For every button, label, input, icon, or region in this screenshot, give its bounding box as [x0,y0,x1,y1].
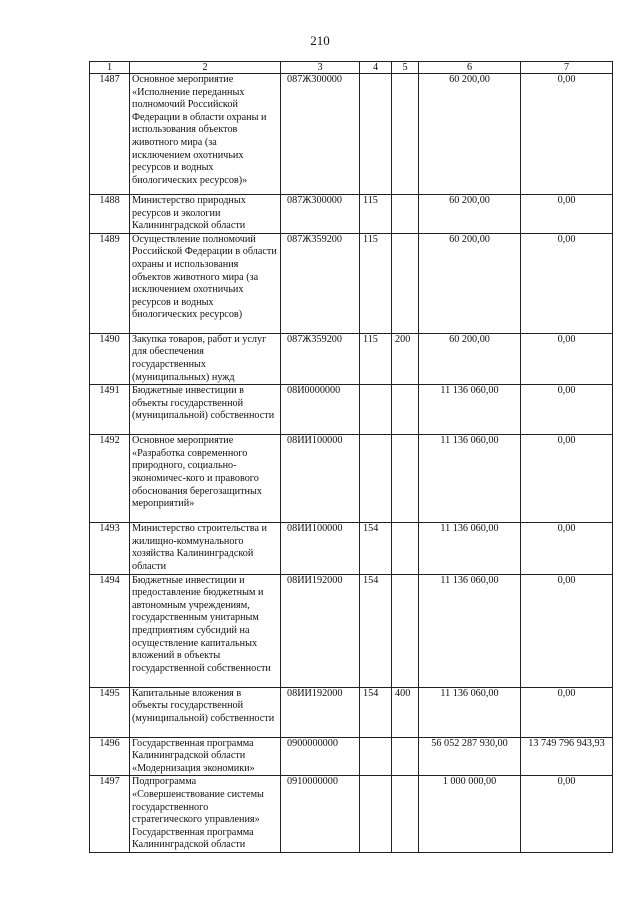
row-code: 087Ж300000 [281,74,360,195]
row-col5: 400 [392,687,419,737]
row-name: Капитальные вложения в объекты государственной (муниципальной) собственности [130,687,281,737]
row-col4: 154 [360,523,392,574]
row-amount-1: 11 136 060,00 [419,385,521,435]
row-col5 [392,74,419,195]
row-code: 087Ж359200 [281,333,360,384]
row-number: 1490 [90,333,130,384]
row-name: Закупка товаров, работ и услуг для обеспечения государственных (муниципальных) нужд [130,333,281,384]
table-row [90,737,613,776]
row-col4: 115 [360,333,392,384]
row-col5 [392,195,419,234]
row-col4 [360,435,392,523]
table-row [90,195,613,234]
row-col4: 154 [360,687,392,737]
row-amount-2: 0,00 [521,385,613,435]
row-amount-1: 1 000 000,00 [419,776,521,853]
row-code: 087Ж359200 [281,233,360,333]
row-name: Государственная программа Калининградской области «Модернизация экономики» [130,737,281,776]
row-col5 [392,523,419,574]
column-number: 3 [281,62,360,74]
row-code: 08ИИ100000 [281,523,360,574]
table-row [90,74,613,195]
row-name: Подпрограмма «Совершенствование системы государственного стратегического управления» Государственная программа Калининградской области [130,776,281,853]
row-number: 1493 [90,523,130,574]
budget-table [89,61,613,853]
row-number: 1495 [90,687,130,737]
table-row [90,435,613,523]
row-name: Осуществление полномочий Российской Федерации в области охраны и использования объектов животного мира (за исключением охотничьих ресурсов и водных биологических ресурсов) [130,233,281,333]
row-amount-1: 11 136 060,00 [419,435,521,523]
row-number: 1488 [90,195,130,234]
row-code: 0900000000 [281,737,360,776]
row-number: 1492 [90,435,130,523]
row-amount-2: 0,00 [521,435,613,523]
row-amount-2: 0,00 [521,233,613,333]
row-amount-2: 0,00 [521,195,613,234]
row-code: 08И0000000 [281,385,360,435]
row-col4: 115 [360,195,392,234]
row-code: 08ИИ100000 [281,435,360,523]
row-name: Министерство строительства и жилищно-коммунального хозяйства Калининградской области [130,523,281,574]
row-amount-1: 56 052 287 930,00 [419,737,521,776]
row-col5 [392,574,419,687]
row-amount-2: 0,00 [521,776,613,853]
row-number: 1491 [90,385,130,435]
row-amount-1: 60 200,00 [419,333,521,384]
row-col4 [360,74,392,195]
row-name: Министерство природных ресурсов и экологии Калининградской области [130,195,281,234]
row-amount-2: 0,00 [521,574,613,687]
row-col4 [360,385,392,435]
row-amount-1: 11 136 060,00 [419,687,521,737]
row-name: Основное мероприятие «Исполнение переданных полномочий Российской Федерации в области охраны и использования объектов животного мира (за исключением охотничьих ресурсов и водных биологических ресурсов)» [130,74,281,195]
row-name: Бюджетные инвестиции и предоставление бюджетным и автономным учреждениям, государственным унитарным предприятиям субсидий на осуществление капитальных вложений в объекты государственной собственности [130,574,281,687]
table-row [90,333,613,384]
page-number: 210 [310,33,330,48]
row-code: 08ИИ192000 [281,687,360,737]
row-number: 1487 [90,74,130,195]
row-amount-2: 0,00 [521,523,613,574]
row-amount-2: 0,00 [521,333,613,384]
row-col4: 115 [360,233,392,333]
row-code: 08ИИ192000 [281,574,360,687]
row-code: 0910000000 [281,776,360,853]
row-col5: 200 [392,333,419,384]
column-number: 1 [90,62,130,74]
row-amount-1: 60 200,00 [419,195,521,234]
row-number: 1497 [90,776,130,853]
row-amount-1: 11 136 060,00 [419,523,521,574]
row-name: Основное мероприятие «Разработка современного природного, социально-экономичес-кого и правового обоснования берегозащитных мероприятий» [130,435,281,523]
row-col5 [392,776,419,853]
row-amount-1: 60 200,00 [419,74,521,195]
row-col4 [360,737,392,776]
column-number-row [90,62,613,74]
row-amount-2: 0,00 [521,687,613,737]
column-number: 6 [419,62,521,74]
column-number: 5 [392,62,419,74]
table-row [90,574,613,687]
row-amount-2: 0,00 [521,74,613,195]
row-col4: 154 [360,574,392,687]
row-col5 [392,233,419,333]
row-number: 1489 [90,233,130,333]
column-number: 2 [130,62,281,74]
row-number: 1494 [90,574,130,687]
column-number: 4 [360,62,392,74]
table-row [90,776,613,853]
row-col4 [360,776,392,853]
row-amount-2: 13 749 796 943,93 [521,737,613,776]
row-amount-1: 60 200,00 [419,233,521,333]
table-row [90,233,613,333]
row-amount-1: 11 136 060,00 [419,574,521,687]
row-name: Бюджетные инвестиции в объекты государственной (муниципальной) собственности [130,385,281,435]
row-col5 [392,737,419,776]
row-col5 [392,385,419,435]
row-code: 087Ж300000 [281,195,360,234]
table-row [90,523,613,574]
row-col5 [392,435,419,523]
table-row [90,687,613,737]
row-number: 1496 [90,737,130,776]
table-row [90,385,613,435]
column-number: 7 [521,62,613,74]
